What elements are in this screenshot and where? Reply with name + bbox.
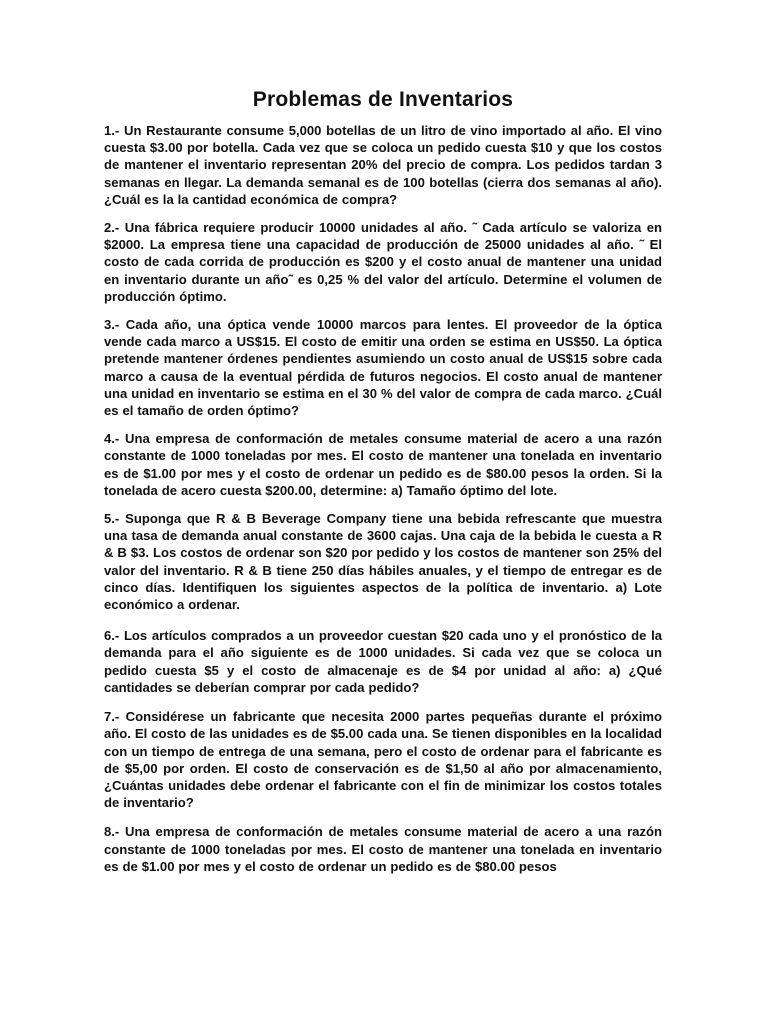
- problem-4: [104, 430, 662, 499]
- problem-text: Una empresa de conformación de metales consume material de acero a una razón constante de 1000 toneladas por mes. El costo de mantener una tonelada en inventario es de $1.00 por mes y el costo de ordenar un pedido es de $80.00 pesos: [104, 824, 662, 874]
- problem-1: [104, 122, 662, 208]
- problem-text: Un Restaurante consume 5,000 botellas de un litro de vino importado al año. El vino cuesta $3.00 por botella. Cada vez que se coloca un pedido cuesta $10 y que los costos de mantener el inventario representan 20% del precio de compra. Los pedidos tardan 3 semanas en llegar. La demanda semanal es de 100 botellas (cierra dos semanas al año). ¿Cuál es la la cantidad económica de compra?: [104, 123, 662, 207]
- problem-text: Una empresa de conformación de metales consume material de acero a una razón constante de 1000 toneladas por mes. El costo de mantener una tonelada en inventario es de $1.00 por mes y el costo de ordenar un pedido es de $80.00 pesos la orden. Si la tonelada de acero cuesta $200.00, determine: a) Tamaño óptimo del lote.: [104, 431, 662, 498]
- problem-text: Suponga que R & B Beverage Company tiene una bebida refrescante que muestra una tasa de demanda anual constante de 3600 cajas. Una caja de la bebida le cuesta a R & B $3. Los costos de ordenar son $20 por pedido y los costos de mantener son 25% del valor del inventario. R & B tiene 250 días hábiles anuales, y el tiempo de entregar es de cinco días. Identifiquen los siguientes aspectos de la política de inventario. a) Lote económico a ordenar.: [104, 511, 662, 613]
- problem-7: [104, 708, 662, 811]
- problem-number: 6.-: [104, 628, 120, 644]
- problem-2: [104, 219, 662, 305]
- problem-5: [104, 510, 662, 613]
- problem-text: Los artículos comprados a un proveedor cuestan $20 cada uno y el pronóstico de la demanda para el año siguiente es de 1000 unidades. Si cada vez que se coloca un pedido cuesta $5 y el costo de almacenaje es de $4 por unidad al año: a) ¿Qué cantidades se deberían comprar por cada pedido?: [104, 628, 662, 695]
- problem-number: 7.-: [104, 709, 120, 725]
- problem-8: [104, 823, 662, 875]
- problem-text: Cada año, una óptica vende 10000 marcos para lentes. El proveedor de la óptica vende cada marco a US$15. El costo de emitir una orden se estima en US$50. La óptica pretende mantener órdenes pendientes asumiendo un costo anual de US$15 sobre cada marco a causa de la eventual pérdida de futuros negocios. El costo anual de mantener una unidad en inventario se estima en el 30 % del valor de compra de cada marco. ¿Cuál es el tamaño de orden óptimo?: [104, 317, 662, 419]
- problem-number: 1.-: [104, 123, 120, 138]
- problem-text: Considérese un fabricante que necesita 2000 partes pequeñas durante el próximo año. El costo de las unidades es de $5.00 cada una. Se tienen disponibles en la localidad con un tiempo de entrega de una semana, pero el costo de ordenar para el fabricante es de $5,00 por orden. El costo de conservación es de $1,50 al año por almacenamiento, ¿Cuántas unidades debe ordenar el fabricante con el fin de minimizar los costos totales de inventario?: [104, 709, 662, 811]
- problem-number: 2.-: [104, 220, 120, 236]
- problem-number: 8.-: [104, 824, 120, 840]
- problem-6: [104, 627, 662, 696]
- problem-number: 3.-: [104, 317, 120, 333]
- document-page: [104, 88, 662, 885]
- problem-number: 4.-: [104, 431, 120, 447]
- problem-text: Una fábrica requiere producir 10000 unidades al año. ˜ Cada artículo se valoriza en $2000. La empresa tiene una capacidad de producción de 25000 unidades al año. ˜ El costo de cada corrida de producción es $200 y el costo anual de mantener una unidad en inventario durante un año˜ es 0,25 % del valor del artículo. Determine el volumen de producción óptimo.: [104, 220, 662, 304]
- problem-number: 5.-: [104, 511, 120, 527]
- document-title: Problemas de Inventarios: [252, 88, 514, 111]
- problem-3: [104, 316, 662, 419]
